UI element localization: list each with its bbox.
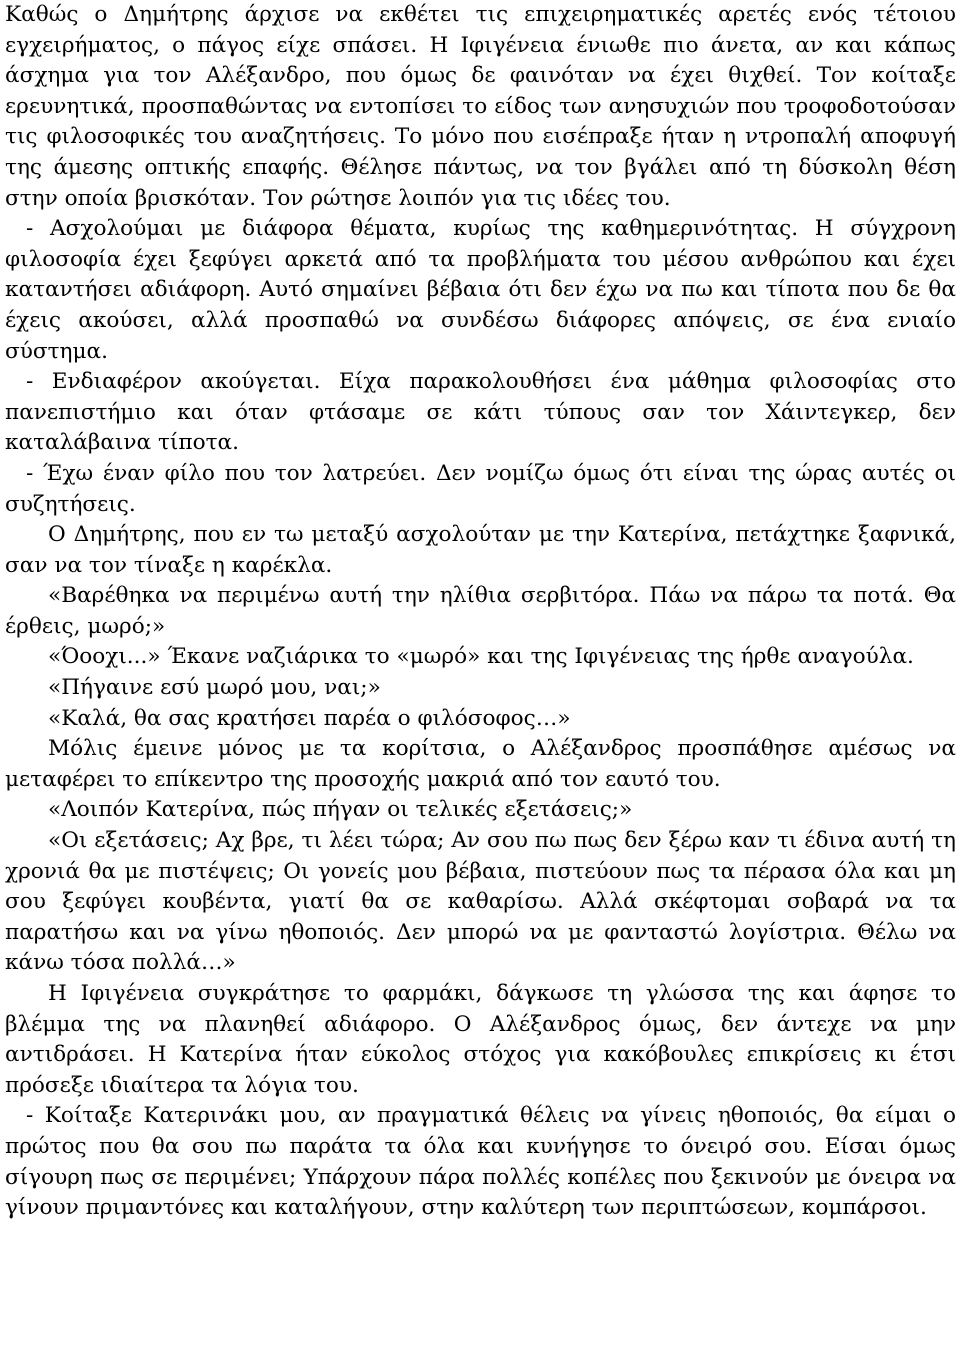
paragraph-9: «Καλά, θα σας κρατήσει παρέα ο φιλόσοφος…»	[48, 705, 571, 731]
paragraph-4: - Έχω έναν φίλο που τον λατρεύει. Δεν νομίζω όμως ότι είναι της ώρας αυτές οι συζητήσεις.	[5, 460, 956, 517]
paragraph-12: «Οι εξετάσεις; Αχ βρε, τι λέει τώρα; Αν σου πω πως δεν ξέρω καν τι έδινα αυτή τη χρονιά θα με πιστέψεις; Οι γονείς μου βέβαια, πιστεύουν πως τα πέρασα όλα και μη σου ξεφύγει κουβέντα, γιατί θα σε καθαρίσω. Αλλά σκέφτομαι σοβαρά να τα παρατήσω και να γίνω ηθοποιός. Δεν μπορώ να με φανταστώ λογίστρια. Θέλω να κάνω τόσα πολλά…»	[5, 828, 956, 976]
paragraph-13: Η Ιφιγένεια συγκράτησε το φαρμάκι, δάγκωσε τη γλώσσα της και άφησε το βλέμμα της να πλανηθεί αδιάφορο. Ο Αλέξανδρος όμως, δεν άντεχε να μην αντιδράσει. Η Κατερίνα ήταν εύκολος στόχος για κακόβουλες επικρίσεις κι έτσι πρόσεξε ιδιαίτερα τα λόγια του.	[5, 981, 956, 1098]
paragraph-3: - Ενδιαφέρον ακούγεται. Είχα παρακολουθήσει ένα μάθημα φιλοσοφίας στο πανεπιστήμιο και όταν φτάσαμε σε κάτι τύπους σαν τον Χάιντεγκερ, δεν καταλάβαινα τίποτα.	[5, 369, 956, 456]
paragraph-11: «Λοιπόν Κατερίνα, πώς πήγαν οι τελικές εξετάσεις;»	[48, 797, 633, 823]
paragraph-7: «Όοοχι...» Έκανε ναζιάρικα το «μωρό» και της Ιφιγένειας της ήρθε αναγούλα.	[48, 644, 914, 670]
paragraph-10: Μόλις έμεινε μόνος με τα κορίτσια, ο Αλέξανδρος προσπάθησε αμέσως να μεταφέρει το επίκεντρο της προσοχής μακριά από τον εαυτό του.	[5, 736, 956, 792]
paragraph-14: - Κοίταξε Κατερινάκι μου, αν πραγματικά θέλεις να γίνεις ηθοποιός, θα είμαι ο πρώτος που θα σου πω παράτα τα όλα και κυνήγησε το όνειρό σου. Είσαι όμως σίγουρη πως σε περιμένει; Υπάρχουν πάρα πολλές κοπέλες που ξεκινούν με όνειρα να γίνουν πριμαντόνες και καταλήγουν, στην καλύτερη των περιπτώσεων, κομπάρσοι.	[5, 1103, 956, 1221]
paragraph-2: - Ασχολούμαι με διάφορα θέματα, κυρίως της καθημερινότητας. Η σύγχρονη φιλοσοφία έχει ξεφύγει αρκετά από τα προβλήματα του μέσου ανθρώπου και έχει καταντήσει αδιάφορη. Αυτό σημαίνει βέβαια ότι δεν έχω να πω και τίποτα που δε θα έχεις ακούσει, αλλά προσπαθώ να συνδέσω διάφορες απόψεις, σε ένα ενιαίο σύστημα.	[5, 216, 956, 364]
paragraph-5: Ο Δημήτρης, που εν τω μεταξύ ασχολούταν με την Κατερίνα, πετάχτηκε ξαφνικά, σαν να τον τίναξε η καρέκλα.	[5, 522, 956, 578]
paragraph-8: «Πήγαινε εσύ μωρό μου, ναι;»	[48, 675, 381, 701]
paragraph-1: Καθώς ο Δημήτρης άρχισε να εκθέτει τις επιχειρηματικές αρετές ενός τέτοιου εγχειρήματος, ο πάγος είχε σπάσει. Η Ιφιγένεια ένιωθε πιο άνετα, αν και κάπως άσχημα για τον Αλέξανδρο, που όμως δε φαινόταν να έχει θιχθεί. Τον κοίταξε ερευνητικά, προσπαθώντας να εντοπίσει το είδος των ανησυχιών που τροφοδοτούσαν τις φιλοσοφικές του αναζητήσεις. Το μόνο που εισέπραξε ήταν η ντροπαλή αποφυγή της άμεσης οπτικής επαφής. Θέλησε πάντως, να τον βγάλει από τη δύσκολη θέση στην οποία βρισκόταν. Τον ρώτησε λοιπόν για τις ιδέες του.	[5, 2, 956, 211]
paragraph-6: «Βαρέθηκα να περιμένω αυτή την ηλίθια σερβιτόρα. Πάω να πάρω τα ποτά. Θα έρθεις, μωρό;»	[5, 583, 956, 639]
